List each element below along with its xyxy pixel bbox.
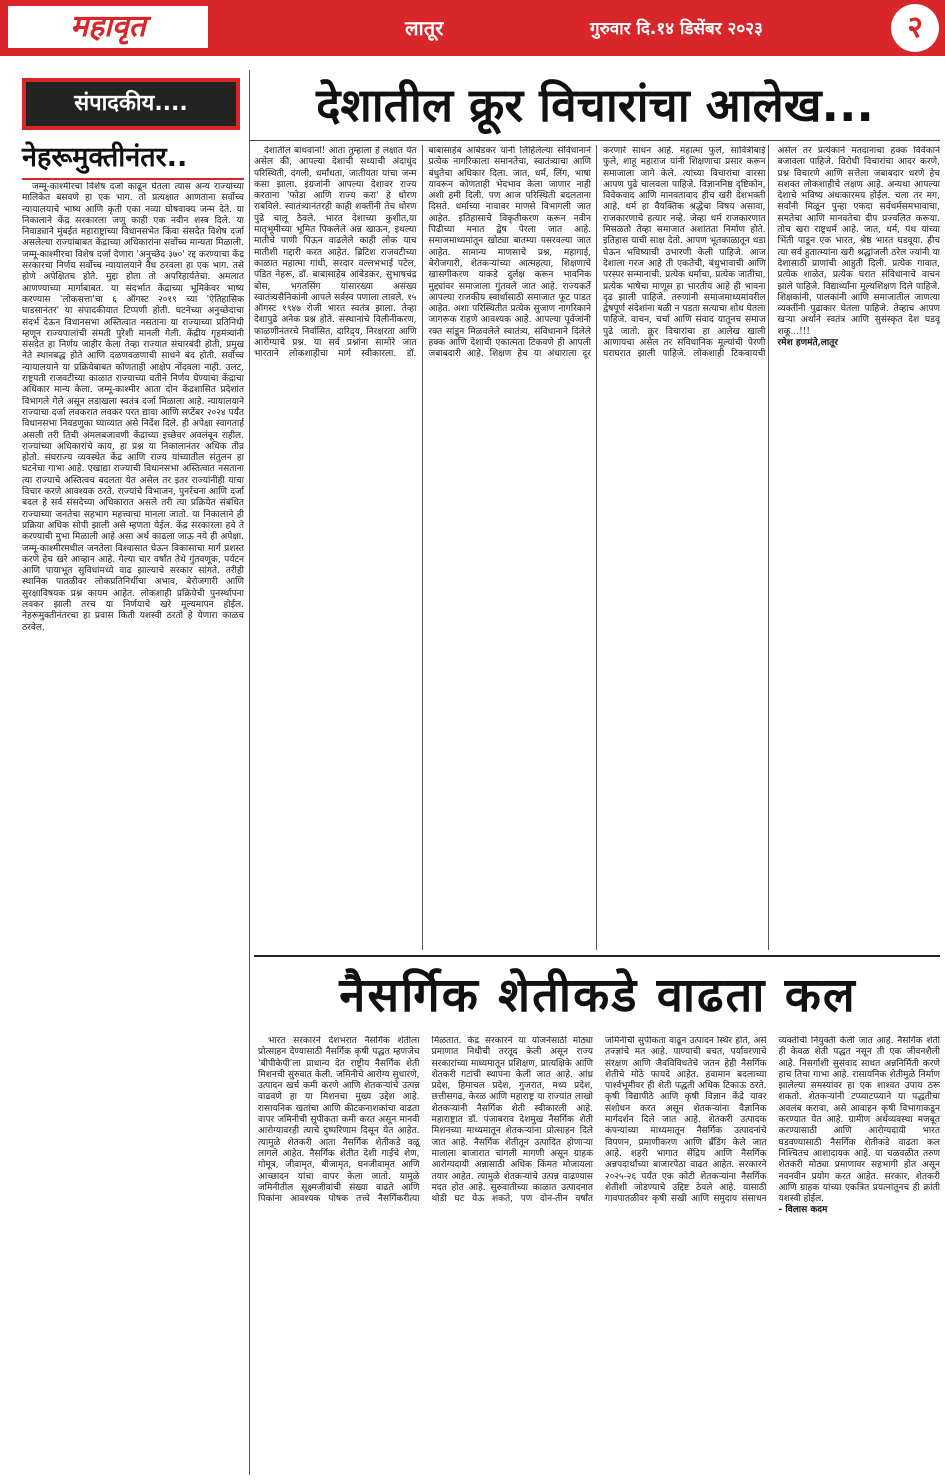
section-separator (254, 955, 940, 957)
masthead-bar (0, 0, 945, 56)
editorial-title: नेहरूमुक्तीनंतर.. (22, 142, 188, 173)
main-article-body (254, 146, 940, 946)
newspaper-brand: महावृत (8, 6, 208, 48)
column-divider-1 (249, 70, 250, 1475)
editorial-body (22, 182, 244, 1474)
main-article-byline: रमेश हणमंते,लातूर (777, 338, 838, 349)
headline-rule (250, 140, 940, 141)
second-article-byline: - विलास कदम (778, 1205, 828, 1216)
main-article-headline: देशातील क्रूर विचारांचा आलेख... (316, 78, 874, 132)
editorial-section-label (22, 78, 240, 130)
second-article-text: भारत सरकारने देशभरात नैसर्गिक शेतीला प्रोत्साहन देण्यासाठी नैसर्गिक कृषी पद्धत म्हणजेच 'बीपीकेपी'ला प्राधान्य देत राष्ट्रीय नैसर्गिक शेती मिशनची सुरुवात केली. जमिनीचे आरोग्य सुधारणे, उत्पादन खर्च कमी करणे आणि शेतकऱ्यांचे उत्पन्न वाढवणे हा या मिशनचा मुख्य उद्देश आहे. रासायनिक खतांचा आणि कीटकनाशकांचा वाढता वापर जमिनीची सुपीकता कमी करत असून मानवी आरोग्यावरही त्याचे दुष्परिणाम दिसून येत आहेत. त्यामुळे शेतकरी आता नैसर्गिक शेतीकडे वळू लागले आहेत. नैसर्गिक शेतीत देशी गाईचे शेण, गोमूत्र, जीवामृत, बीजामृत, घनजीवामृत आणि आच्छादन यांचा वापर केला जातो. यामुळे जमिनीतील सूक्ष्मजीवांची संख्या वाढते आणि पिकांना आवश्यक पोषक तत्त्वे नैसर्गिकरीत्या मिळतात. केंद्र सरकारने या योजनेसाठी मोठ्या प्रमाणात निधीची तरतूद केली असून राज्य सरकारांच्या माध्यमातून प्रशिक्षण, प्रात्यक्षिके आणि शेतकरी गटांची स्थापना केली जात आहे. आंध्र प्रदेश, हिमाचल प्रदेश, गुजरात, मध्य प्रदेश, छत्तीसगढ, केरळ आणि महाराष्ट्र या राज्यांत लाखो शेतकऱ्यांनी नैसर्गिक शेती स्वीकारली आहे. महाराष्ट्रात डॉ. पंजाबराव देशमुख नैसर्गिक शेती मिशनच्या माध्यमातून शेतकऱ्यांना प्रोत्साहन दिले जात आहे. नैसर्गिक शेतीतून उत्पादित होणाऱ्या मालाला बाजारात चांगली मागणी असून ग्राहक आरोग्यदायी अन्नासाठी अधिक किंमत मोजायला तयार आहेत. त्यामुळे शेतकऱ्यांचे उत्पन्न वाढण्यास मदत होत आहे. सुरुवातीच्या काळात उत्पादनात थोडी घट येऊ शकते, पण दोन-तीन वर्षांत जमिनीची सुपीकता वाढून उत्पादन स्थिर होते, असे तज्ज्ञांचे मत आहे. पाण्याची बचत, पर्यावरणाचे संरक्षण आणि जैवविविधतेचे जतन हेही नैसर्गिक शेतीचे मोठे फायदे आहेत. हवामान बदलाच्या पार्श्वभूमीवर ही शेती पद्धती अधिक टिकाऊ ठरते. कृषी विद्यापीठे आणि कृषी विज्ञान केंद्रे यावर संशोधन करत असून शेतकऱ्यांना वैज्ञानिक मार्गदर्शन दिले जात आहे. शेतकरी उत्पादक कंपन्यांच्या माध्यमातून नैसर्गिक उत्पादनांचे विपणन, प्रमाणीकरण आणि ब्रँडिंग केले जात आहे. शहरी भागात सेंद्रिय आणि नैसर्गिक अन्नपदार्थांच्या बाजारपेठा वाढत आहेत. सरकारने २०२५-२६ पर्यंत एक कोटी शेतकऱ्यांना नैसर्गिक शेतीशी जोडण्याचे उद्दिष्ट ठेवले आहे. यासाठी गावपातळीवर कृषी सखी आणि समुदाय संसाधन व्यक्तींची नियुक्ती केली जात आहे. नैसर्गिक शेती ही केवळ शेती पद्धत नसून ती एक जीवनशैली आहे. निसर्गाशी सुसंवाद साधत अन्ननिर्मिती करणे हाच तिचा गाभा आहे. रासायनिक शेतीमुळे निर्माण झालेल्या समस्यांवर हा एक शाश्वत उपाय ठरू शकतो. शेतकऱ्यांनी टप्प्याटप्प्याने या पद्धतीचा अवलंब करावा, असे आवाहन कृषी विभागाकडून करण्यात येत आहे. ग्रामीण अर्थव्यवस्था मजबूत करण्यासाठी आणि आरोग्यदायी भारत घडवण्यासाठी नैसर्गिक शेतीकडे वाढता कल निश्चितच आशादायक आहे. या चळवळीत तरुण शेतकरी मोठ्या प्रमाणावर सहभागी होत असून नवनवीन प्रयोग करत आहेत. सरकार, शेतकरी आणि ग्राहक यांच्या एकत्रित प्रयत्नांतूनच ही क्रांती यशस्वी होईल. (258, 1036, 940, 1205)
edition-city: लातूर (405, 16, 444, 40)
issue-date: गुरुवार दि.१४ डिसेंबर २०२३ (590, 19, 763, 39)
editorial-text: जम्मू-काश्मीरचा विशेष दर्जा काढून घेतला त्यास अन्य राज्यांच्या मालिकेत बसवणे हा एक भाग. तो प्रत्यक्षात आणताना सर्वोच्च न्यायालयाचे भाष्य आणि कृती एका नव्या घोषवाक्य जन्म देते. या निकालाने केंद्र सरकारला जणू काही एक नवीन शस्त्र दिले. या निवाड्याने मुंबईत महाराष्ट्राच्या विधानसभेत किंवा संसदेत विशेष दर्जा असलेल्या राज्यांबाबत केंद्राच्या अधिकारांना सर्वोच्च मान्यता मिळाली. जम्मू-काश्मीरचा विशेष दर्जा देणारा 'अनुच्छेद ३७०' रद्द करण्याचा केंद्र सरकारचा निर्णय सर्वोच्च न्यायालयाने वैध ठरवला हा एक भाग. तसे होणे अपेक्षितच होते. मुद्दा होता तो अपरिहार्यतेचा. अमलात आणण्याच्या मार्गाबाबत. या संदर्भात केंद्राच्या भूमिकेवर भाष्य करण्यास 'लोकसत्ता'चा ६ ऑगस्ट २०१९ च्या 'ऐतिहासिक घाडसानंतर' या संपादकीयात टिप्पणी होती. घटनेच्या अनुच्छेदाचा संदर्भ देऊन विधानसभा अस्तित्वात नसताना या राज्याच्या प्रतिनिधी म्हणून राज्यपालांची संमती पुरेशी मानली गेली. केंद्रीय गृहमंत्र्यांनी संसदेत हा निर्णय जाहीर केला तेव्हा राज्यात संचारबंदी होती, प्रमुख नेते स्थानबद्ध होते आणि दळणवळणाची साधने बंद होती. सर्वोच्च न्यायालयाने या प्रक्रियेबाबत कोणताही आक्षेप नोंदवला नाही. उलट, राष्ट्रपती राजवटीच्या काळात राज्याच्या वतीने निर्णय घेण्याचा केंद्राचा अधिकार मान्य केला. जम्मू-काश्मीर आता दोन केंद्रशासित प्रदेशांत विभागले गेले असून लडाखला स्वतंत्र दर्जा मिळाला आहे. न्यायालयाने राज्याचा दर्जा लवकरात लवकर परत द्यावा आणि सप्टेंबर २०२४ पर्यंत विधानसभा निवडणुका घ्याव्यात असे निर्देश दिले. ही अपेक्षा स्वागतार्ह असली तरी तिची अंमलबजावणी केंद्राच्या इच्छेवर अवलंबून राहील. राज्यांच्या अधिकारांचे काय, हा प्रश्न या निकालानंतर अधिक तीव्र होतो. संघराज्य व्यवस्थेत केंद्र आणि राज्य यांच्यातील संतुलन हा घटनेचा गाभा आहे. एखाद्या राज्याची विधानसभा अस्तित्वात नसताना त्या राज्याचे अस्तित्वच बदलता येत असेल तर इतर राज्यांनीही याचा विचार करणे आवश्यक ठरते. राज्यांचे विभाजन, पुनर्रचना आणि दर्जा बदल हे सर्व संसदेच्या अधिकारात असले तरी त्या प्रक्रियेत संबंधित राज्याच्या जनतेचा सहभाग महत्त्वाचा मानला जातो. या निकालाने ही प्रक्रिया अधिक सोपी झाली असे म्हणता येईल. केंद्र सरकारला हवे ते करण्याची मुभा मिळाली आहे असा अर्थ काढला जाऊ नये ही अपेक्षा. जम्मू-काश्मीरमधील जनतेला विश्वासात घेऊन विकासाचा मार्ग प्रशस्त करणे हेच खरे आव्हान आहे. गेल्या चार वर्षांत तेथे गुंतवणूक, पर्यटन आणि पायाभूत सुविधांमध्ये वाढ झाल्याचे सरकार सांगते. तरीही स्थानिक पातळीवर लोकप्रतिनिधींचा अभाव, बेरोजगारी आणि सुरक्षाविषयक प्रश्न कायम आहेत. लोकशाही प्रक्रियेची पुनर्स्थापना लवकर झाली तरच या निर्णयाचे खरे मूल्यमापन होईल. नेहरूमुक्तीनंतरचा हा प्रवास किती यशस्वी ठरतो हे येणारा काळच ठरवेल. (22, 182, 244, 633)
second-article-headline: नैसर्गिक शेतीकडे वाढता कल (339, 968, 857, 1023)
second-article-body (258, 1036, 940, 1476)
page-number: २ (891, 4, 939, 52)
editorial-label-text: संपादकीय.... (26, 82, 236, 126)
editorial-title-rule (22, 178, 244, 180)
main-article-text: देशातील बांधवांनो! आता तुम्हाला हे लक्षात येत असेल की, आपल्या देशाची सध्याची अंदाधुंद परिस्थिती, दंगली, धर्मांधता, जातीयता यांचा जन्म कसा झाला. इंग्रजांनी आपल्या देशावर राज्य करताना 'फोडा आणि राज्य करा' हे धोरण राबविले. स्वातंत्र्यानंतरही काही शक्तींनी तेच धोरण पुढे चालू ठेवले. भारत देशाच्या कुशीत,या मातृभूमीच्या भूमित पिकलेले अन्न खाऊन, इथल्या मातीचे पाणी पिऊन वाढलेले काही लोक याच मातीशी गद्दारी करत आहेत. ब्रिटिश राजवटीच्या काळात महात्मा गांधी, सरदार वल्लभभाई पटेल, पंडित नेहरू, डॉ. बाबासाहेब आंबेडकर, सुभाषचंद्र बोस, भगतसिंग यांसारख्या असंख्य स्वातंत्र्यसैनिकांनी आपले सर्वस्व पणाला लावले. १५ ऑगस्ट १९४७ रोजी भारत स्वतंत्र झाला. तेव्हा देशापुढे अनेक प्रश्न होते. संस्थानांचे विलीनीकरण, फाळणीनंतरचे निर्वासित, दारिद्र्य, निरक्षरता आणि आरोग्याचे प्रश्न. या सर्व प्रश्नांना सामोरे जात भारताने लोकशाहीचा मार्ग स्वीकारला. डॉ. बाबासाहेब आंबेडकर यांनी लिहिलेल्या संविधानाने प्रत्येक नागरिकाला समानतेचा, स्वातंत्र्याचा आणि बंधुतेचा अधिकार दिला. जात, धर्म, लिंग, भाषा यावरून कोणताही भेदभाव केला जाणार नाही अशी हमी दिली. पण आज परिस्थिती बदलताना दिसते. धर्माच्या नावावर माणसे विभागली जात आहेत. इतिहासाचे विकृतीकरण करून नवीन पिढीच्या मनात द्वेष पेरला जात आहे. समाजमाध्यमांतून खोट्या बातम्या पसरवल्या जात आहेत. सामान्य माणसाचे प्रश्न, महागाई, बेरोजगारी, शेतकऱ्यांच्या आत्महत्या, शिक्षणाचे खासगीकरण याकडे दुर्लक्ष करून भावनिक मुद्द्यांवर समाजाला गुंतवले जात आहे. राज्यकर्ते आपल्या राजकीय स्वार्थासाठी समाजात फूट पाडत आहेत. अशा परिस्थितीत प्रत्येक सुजाण नागरिकाने जागरूक राहणे आवश्यक आहे. आपल्या पूर्वजांनी रक्त सांडून मिळवलेले स्वातंत्र्य, संविधानाने दिलेले हक्क आणि देशाची एकात्मता टिकवणे ही आपली जबाबदारी आहे. शिक्षण हेच या अंधाराला दूर करणारे साधन आहे. महात्मा फुले, सावित्रीबाई फुले, शाहू महाराज यांनी शिक्षणाचा प्रसार करून समाजाला जागे केले. त्यांच्या विचारांचा वारसा आपण पुढे चालवला पाहिजे. विज्ञाननिष्ठ दृष्टिकोन, विवेकवाद आणि मानवतावाद हीच खरी देशभक्ती आहे. धर्म हा वैयक्तिक श्रद्धेचा विषय असावा, राजकारणाचे हत्यार नव्हे. जेव्हा धर्म राजकारणात मिसळतो तेव्हा समाजात अशांतता निर्माण होते. इतिहास याची साक्ष देतो. आपण भूतकाळातून धडा घेऊन भविष्याची उभारणी केली पाहिजे. आज देशाला गरज आहे ती एकतेची, बंधुभावाची आणि परस्पर सन्मानाची. प्रत्येक धर्माचा, प्रत्येक जातीचा, प्रत्येक भाषेचा माणूस हा भारतीय आहे ही भावना दृढ झाली पाहिजे. तरुणांनी समाजमाध्यमांवरील द्वेषपूर्ण संदेशांना बळी न पडता सत्याचा शोध घेतला पाहिजे. वाचन, चर्चा आणि संवाद यातूनच समाज पुढे जातो. क्रूर विचारांचा हा आलेख खाली आणायचा असेल तर संविधानिक मूल्यांची पेरणी घराघरात झाली पाहिजे. लोकशाही टिकवायची असेल तर प्रत्येकाने मतदानाचा हक्क विवेकाने बजावला पाहिजे. विरोधी विचारांचा आदर करणे, प्रश्न विचारणे आणि सत्तेला जबाबदार धरणे हेच सशक्त लोकशाहीचे लक्षण आहे. अन्यथा आपल्या देशाचे भविष्य अंधःकारमय होईल. चला तर मग, सर्वांनी मिळून पुन्हा एकदा सर्वधर्मसमभावाचा, समतेचा आणि मानवतेचा दीप प्रज्वलित करूया. तोच खरा राष्ट्रधर्म आहे. जात, धर्म, पंथ यांच्या भिंती पाडून एक भारत, श्रेष्ठ भारत घडवूया. हीच त्या सर्व हुतात्म्यांना खरी श्रद्धांजली ठरेल ज्यांनी या देशासाठी प्राणांची आहुती दिली. प्रत्येक गावात, प्रत्येक शाळेत, प्रत्येक घरात संविधानाचे वाचन झाले पाहिजे. विद्यार्थ्यांना मूल्यशिक्षण दिले पाहिजे. शिक्षकांनी, पालकांनी आणि समाजातील जाणत्या व्यक्तींनी पुढाकार घेतला पाहिजे. तेव्हाच आपण खऱ्या अर्थाने स्वतंत्र आणि सुसंस्कृत देश घडवू शकू...!!! (254, 146, 940, 360)
